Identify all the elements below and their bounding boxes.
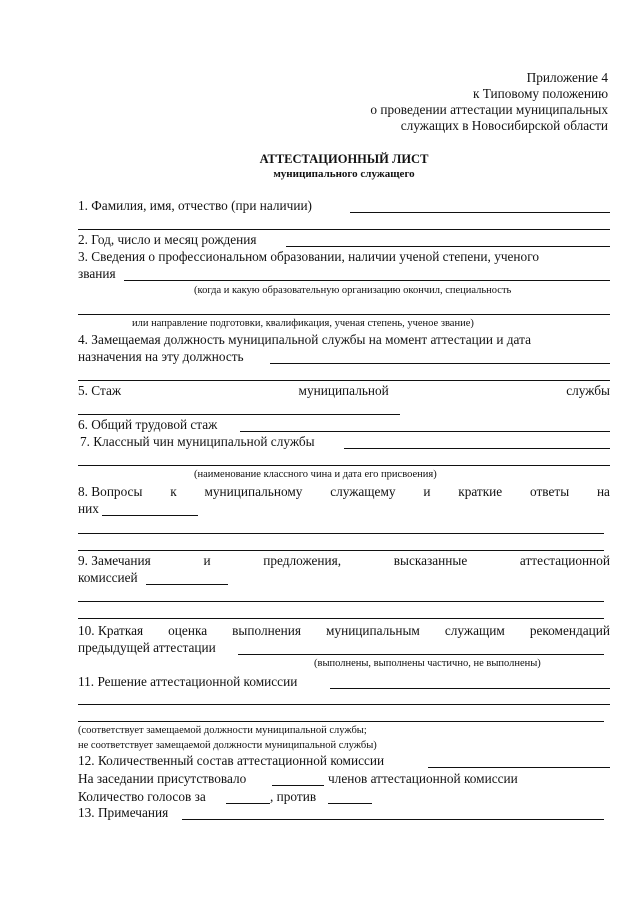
field-label-position: 4. Замещаемая должность муниципальной службы на момент аттестации и дата — [78, 332, 531, 347]
field-label-questions-cont: них — [78, 501, 99, 516]
class-rank-fill-line[interactable] — [344, 448, 610, 449]
questions-fill-line[interactable] — [102, 515, 198, 516]
word: ответы — [530, 484, 570, 499]
decision-fill-line-2[interactable] — [78, 704, 610, 705]
remarks-fill-line[interactable] — [146, 584, 228, 585]
birthdate-fill-line[interactable] — [286, 246, 610, 247]
recommendations-fill-line[interactable] — [238, 654, 604, 655]
word: предложения, — [263, 553, 342, 568]
fullname-fill-line-2[interactable] — [78, 229, 610, 230]
word: 9. Замечания — [78, 553, 151, 568]
field-label-service-length — [78, 383, 610, 399]
position-fill-line[interactable] — [270, 363, 610, 364]
word: рекомендаций — [529, 623, 610, 638]
field-label-birthdate: 2. Год, число и месяц рождения — [78, 232, 257, 247]
present-label-cont: членов аттестационной комиссии — [328, 771, 518, 786]
service-length-fill-line[interactable] — [78, 414, 400, 415]
field-label-decision: 11. Решение аттестационной комиссии — [78, 674, 298, 689]
appendix-number: Приложение 4 — [526, 70, 608, 85]
field-label-recommendations-cont: предыдущей аттестации — [78, 640, 216, 655]
word: службы — [566, 383, 610, 398]
word: краткие — [458, 484, 503, 499]
word: муниципальной — [298, 383, 389, 398]
field-label-position-cont: назначения на эту должность — [78, 349, 244, 364]
field-label-education-cont: звания — [78, 266, 116, 281]
commission-size-fill-line[interactable] — [428, 767, 610, 768]
votes-for-label: Количество голосов за — [78, 789, 206, 804]
word: на — [596, 484, 610, 499]
field-label-fullname: 1. Фамилия, имя, отчество (при наличии) — [78, 198, 312, 213]
field-label-questions — [78, 484, 610, 500]
word: выполнения — [232, 623, 301, 638]
education-fill-line-2[interactable] — [78, 314, 610, 315]
present-label: На заседании присутствовало — [78, 771, 247, 786]
decision-fill-line-3[interactable] — [78, 721, 604, 722]
decision-note-2: не соответствует замещаемой должности муниципальной службы) — [78, 740, 377, 751]
word: служащим — [444, 623, 505, 638]
word: муниципальным — [326, 623, 420, 638]
word: муниципальному — [204, 484, 303, 499]
votes-against-fill-line[interactable] — [328, 803, 372, 804]
word: 5. Стаж — [78, 383, 122, 398]
field-label-class-rank: 7. Классный чин муниципальной службы — [80, 434, 315, 449]
field-label-recommendations — [78, 623, 610, 639]
field-label-education: 3. Сведения о профессиональном образовании, наличии ученой степени, ученого — [78, 249, 539, 264]
word: к — [170, 484, 177, 499]
votes-against-label: , против — [270, 789, 317, 804]
class-rank-fill-line-2[interactable] — [78, 465, 610, 466]
word: высказанные — [393, 553, 468, 568]
page-title: АТТЕСТАЦИОННЫЙ ЛИСТ — [259, 152, 429, 166]
education-note: (когда и какую образовательную организацию окончил, специальность — [194, 285, 512, 296]
decision-fill-line[interactable] — [330, 688, 610, 689]
word: 8. Вопросы — [78, 484, 143, 499]
remarks-fill-line-2[interactable] — [78, 601, 604, 602]
appendix-ref-line: к Типовому положению — [472, 86, 608, 101]
field-label-remarks-cont: комиссией — [78, 570, 138, 585]
notes-fill-line[interactable] — [182, 819, 604, 820]
education-fill-line[interactable] — [124, 280, 610, 281]
word: 10. Краткая — [78, 623, 144, 638]
field-label-total-experience: 6. Общий трудовой стаж — [78, 417, 218, 432]
fullname-fill-line[interactable] — [350, 212, 610, 213]
position-fill-line-2[interactable] — [78, 380, 610, 381]
word: и — [423, 484, 431, 499]
word: служащему — [330, 484, 396, 499]
field-label-commission-size: 12. Количественный состав аттестационной комиссии — [78, 753, 385, 768]
education-note-2: или направление подготовки, квалификация, ученая степень, ученое звание) — [132, 318, 474, 329]
questions-fill-line-3[interactable] — [78, 550, 604, 551]
recommendations-note: (выполнены, выполнены частично, не выполнены) — [314, 658, 541, 669]
decision-note: (соответствует замещаемой должности муниципальной службы; — [78, 725, 367, 736]
votes-for-fill-line[interactable] — [226, 803, 270, 804]
questions-fill-line-2[interactable] — [78, 533, 604, 534]
word: оценка — [168, 623, 208, 638]
field-label-remarks — [78, 553, 610, 569]
present-count-fill-line[interactable] — [272, 785, 324, 786]
appendix-ref-line: о проведении аттестации муниципальных — [370, 102, 608, 117]
remarks-fill-line-3[interactable] — [78, 618, 604, 619]
appendix-ref-line: служащих в Новосибирской области — [400, 118, 608, 133]
field-label-notes: 13. Примечания — [78, 805, 169, 820]
word: и — [203, 553, 211, 568]
page-subtitle: муниципального служащего — [273, 168, 415, 180]
class-rank-note: (наименование классного чина и дата его присвоения) — [194, 469, 437, 480]
total-experience-fill-line[interactable] — [240, 431, 610, 432]
word: аттестационной — [519, 553, 610, 568]
